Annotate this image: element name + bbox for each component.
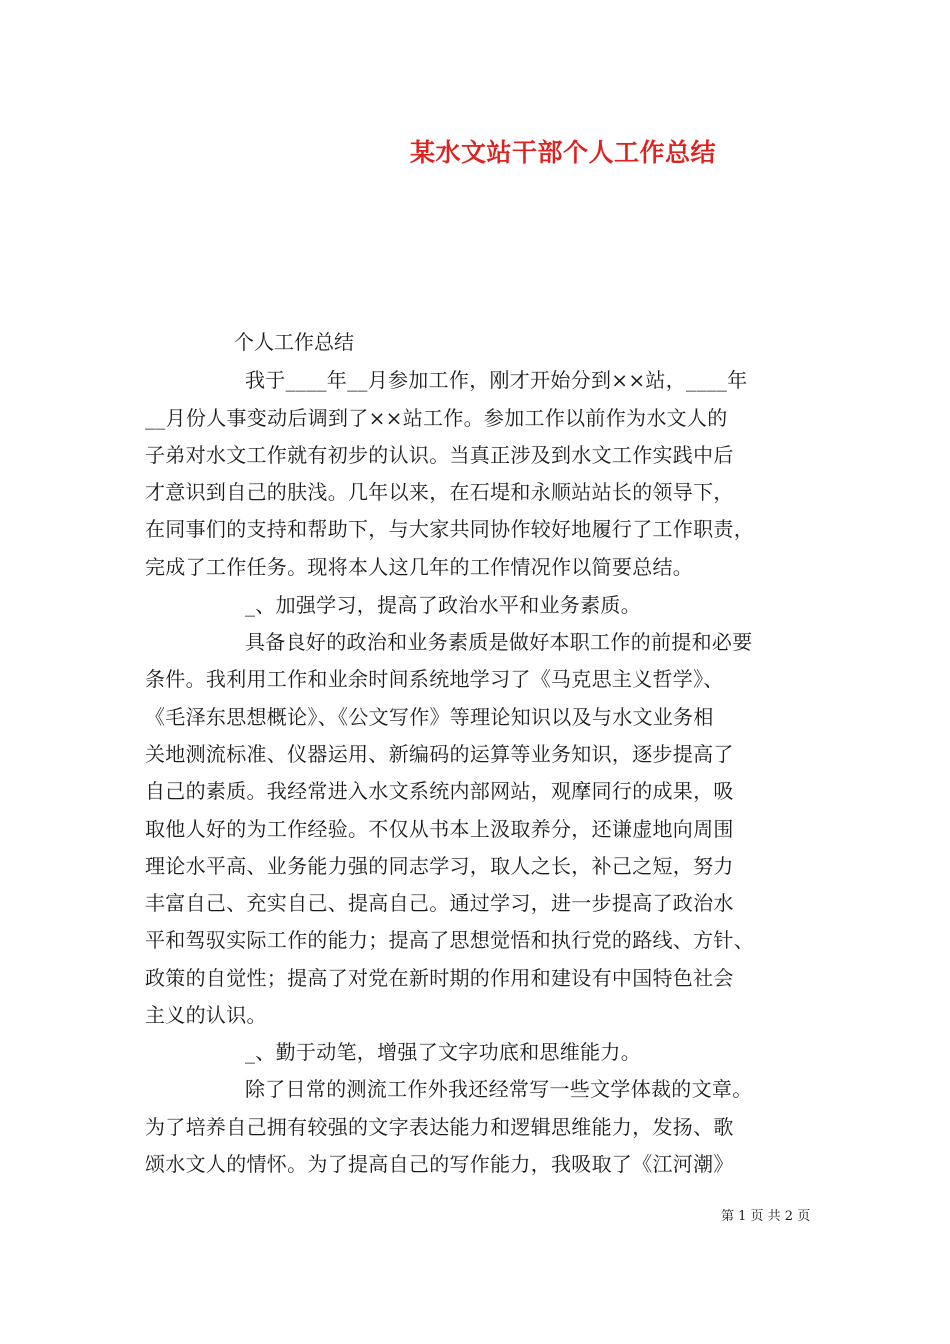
- section-title: _、勤于动笔，增强了文字功底和思维能力。: [245, 1040, 641, 1064]
- body-line: 在同事们的支持和帮助下，与大家共同协作较好地履行了工作职责，: [145, 517, 754, 541]
- body-line: 条件。我利用工作和业余时间系统地学习了《马克思主义哲学》、: [145, 667, 724, 691]
- page-footer: 第 1 页 共 2 页: [721, 1209, 811, 1224]
- section-heading: 个人工作总结: [234, 330, 354, 354]
- body-line: 《毛泽东思想概论》、《公文写作》等理论知识以及与水文业务相: [145, 705, 714, 729]
- body-line: 取他人好的为工作经验。不仅从书本上汲取养分，还谦虚地向周围: [145, 817, 734, 841]
- body-line: 具备良好的政治和业务素质是做好本职工作的前提和必要: [245, 630, 753, 654]
- body-line: 我于____年__月参加工作，刚才开始分到××站，____年: [245, 368, 748, 392]
- body-line: 自己的素质。我经常进入水文系统内部网站，观摩同行的成果，吸: [145, 779, 734, 803]
- document-title: 某水文站干部个人工作总结: [410, 138, 717, 167]
- body-line: 主义的认识。: [145, 1003, 267, 1027]
- body-line: 颂水文人的情怀。为了提高自己的写作能力，我吸取了《江河潮》: [145, 1152, 734, 1176]
- body-line: __月份人事变动后调到了××站工作。参加工作以前作为水文人的: [145, 406, 728, 430]
- body-line: 平和驾驭实际工作的能力；提高了思想觉悟和执行党的路线、方针、: [145, 928, 754, 952]
- body-line: 关地测流标准、仪器运用、新编码的运算等业务知识，逐步提高了: [145, 742, 734, 766]
- body-line: 完成了工作任务。现将本人这几年的工作情况作以简要总结。: [145, 555, 694, 579]
- body-line: 除了日常的测流工作外我还经常写一些文学体裁的文章。: [245, 1077, 753, 1101]
- body-line: 为了培养自己拥有较强的文字表达能力和逻辑思维能力，发扬、歌: [145, 1115, 734, 1139]
- body-line: 才意识到自己的肤浅。几年以来，在石堤和永顺站站长的领导下，: [145, 480, 734, 504]
- body-line: 子弟对水文工作就有初步的认识。当真正涉及到水文工作实践中后: [145, 443, 734, 467]
- body-line: 理论水平高、业务能力强的同志学习，取人之长，补己之短，努力: [145, 854, 734, 878]
- body-line: 政策的自觉性；提高了对党在新时期的作用和建设有中国特色社会: [145, 966, 734, 990]
- body-line: 丰富自己、充实自己、提高自己。通过学习，进一步提高了政治水: [145, 891, 734, 915]
- section-title: _、加强学习，提高了政治水平和业务素质。: [245, 593, 641, 617]
